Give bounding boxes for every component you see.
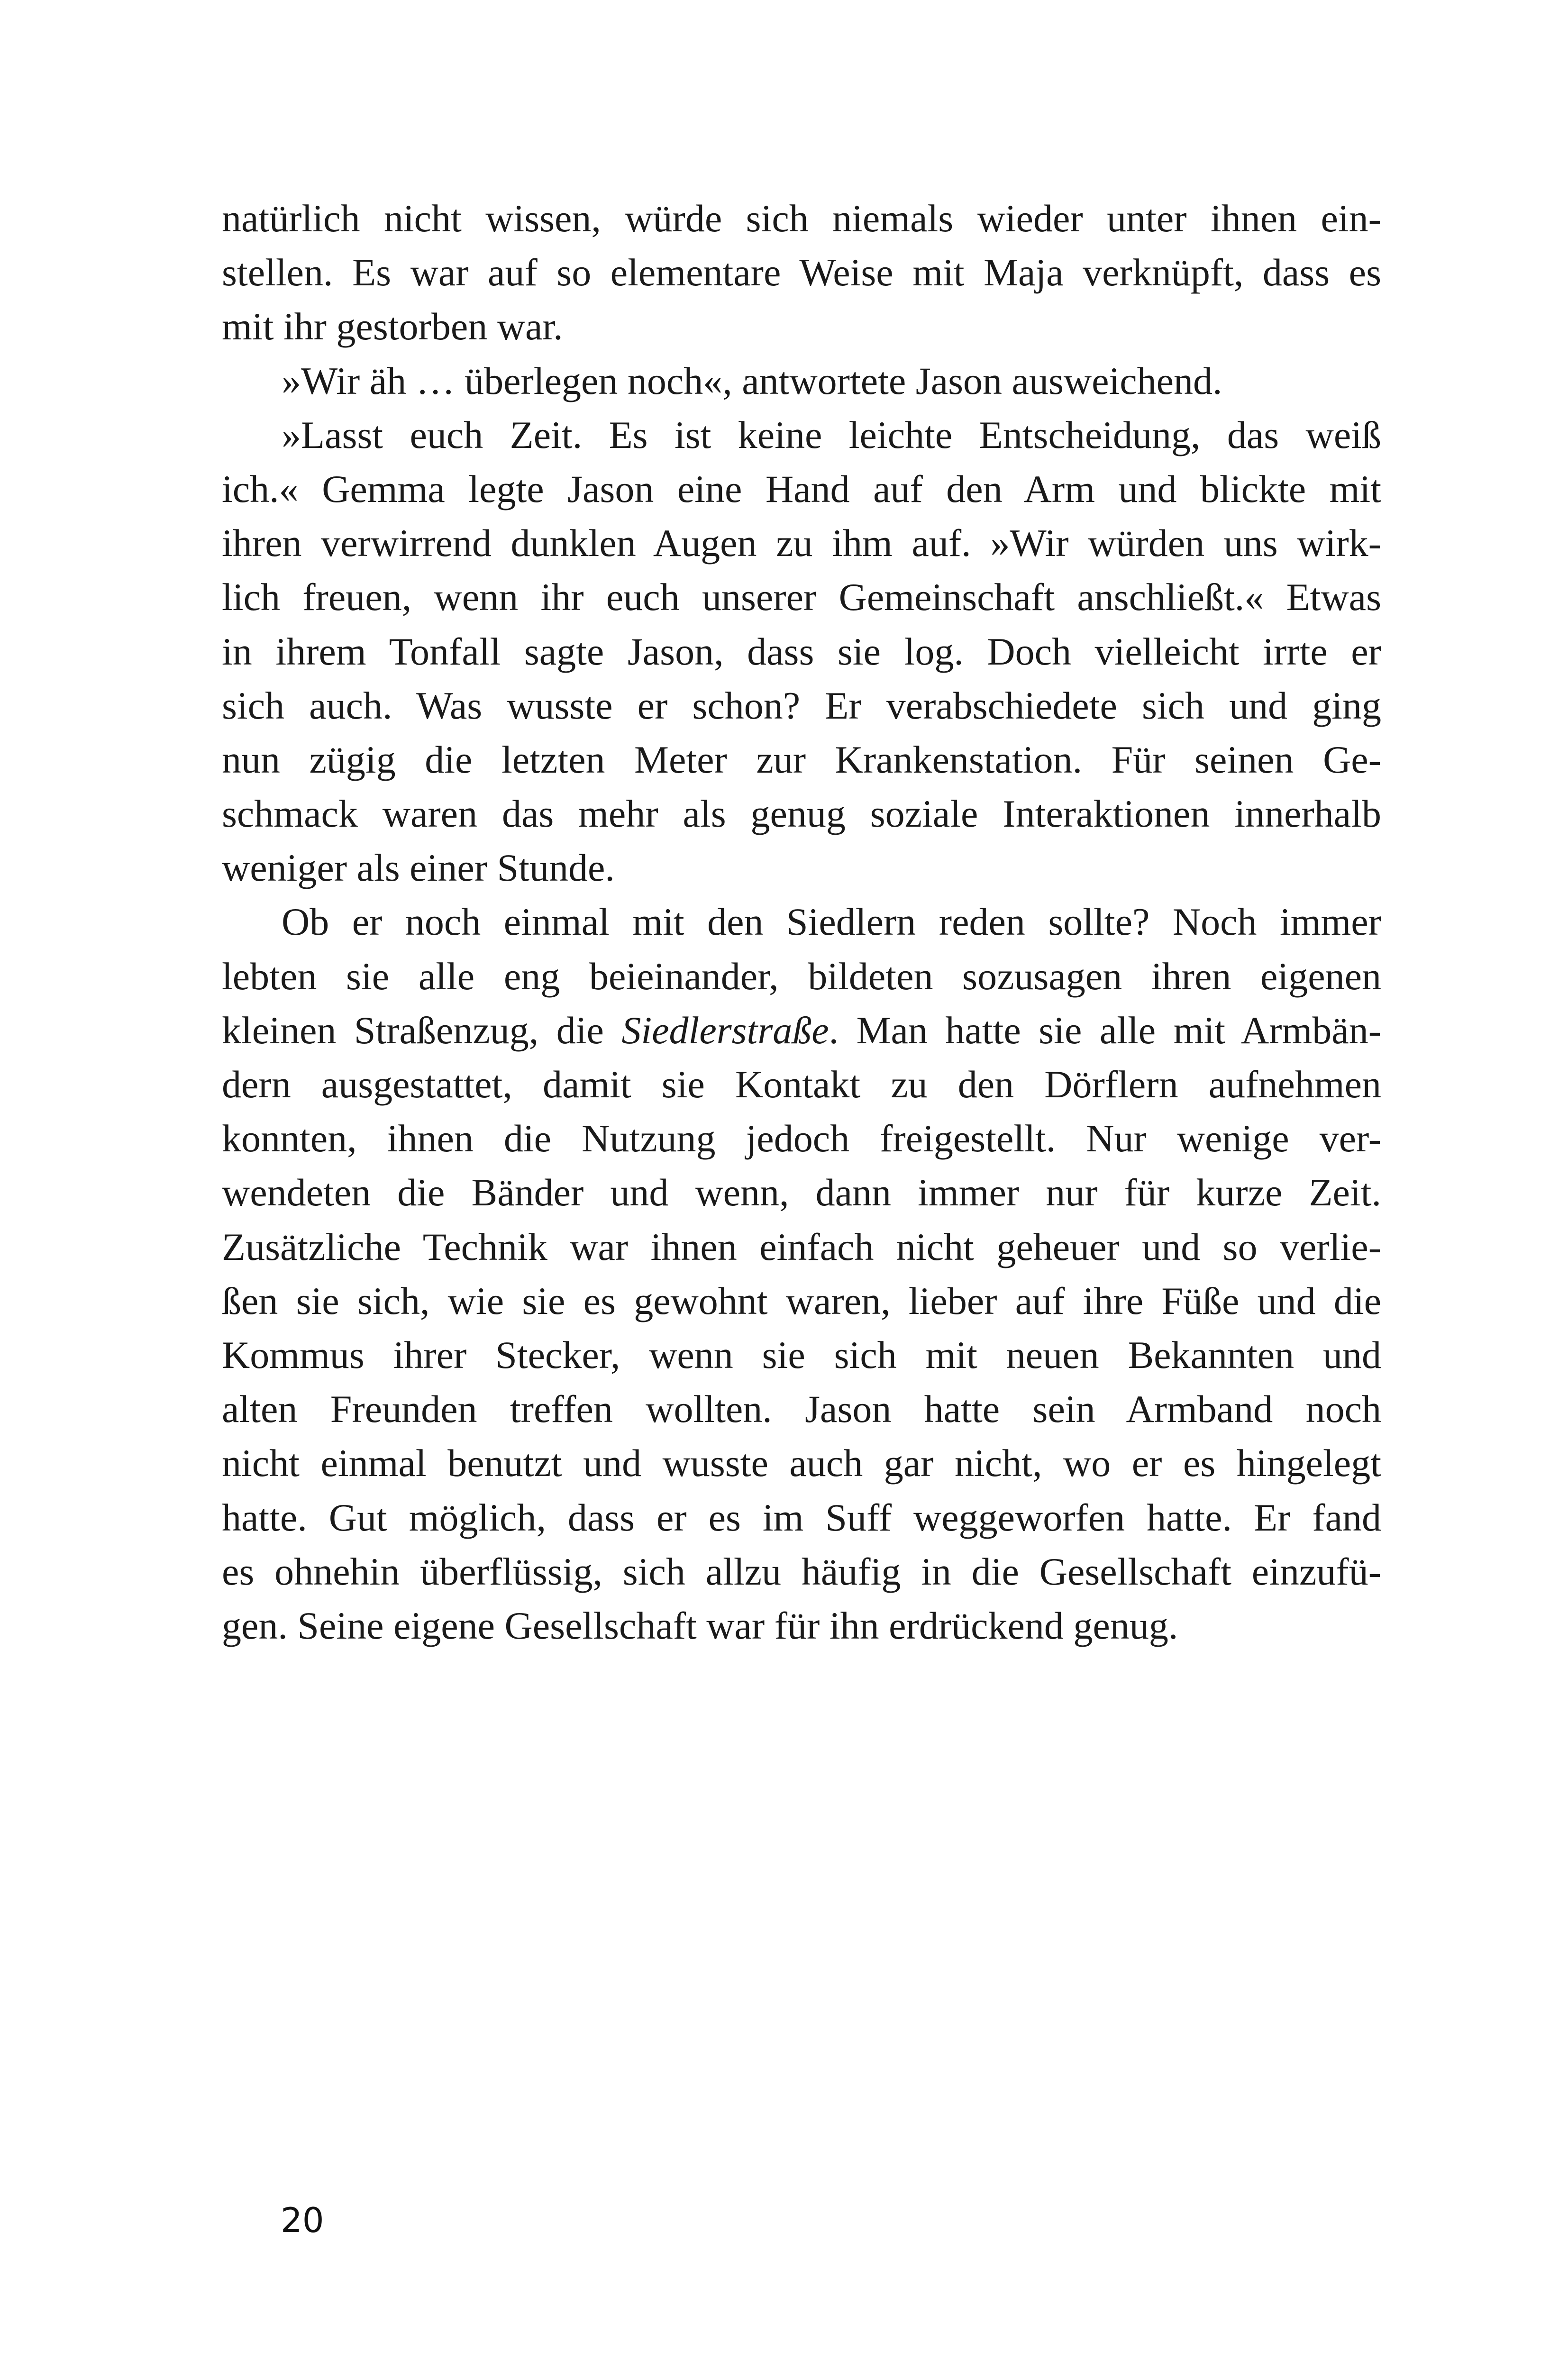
text-line: lebten sie alle eng beieinander, bildeten sozusagen ihren eigenen	[222, 954, 1381, 998]
page-number: 20	[281, 2200, 324, 2240]
text-segment: kleinen Straßenzug, die	[222, 1008, 622, 1052]
text-line: stellen. Es war auf so elementare Weise mit Maja verknüpft, dass es	[222, 251, 1381, 294]
text-line: es ohnehin überflüssig, sich allzu häufig in die Gesellschaft einzufü-	[222, 1550, 1381, 1593]
paragraph	[222, 191, 1381, 354]
text-line: ich.« Gemma legte Jason eine Hand auf den Arm und blickte mit	[222, 467, 1381, 510]
text-line	[222, 1003, 1381, 1057]
text-line: Kommus ihrer Stecker, wenn sie sich mit neuen Bekannten und	[222, 1333, 1381, 1376]
text-line: in ihrem Tonfall sagte Jason, dass sie log. Doch vielleicht irrte er	[222, 629, 1381, 673]
text-line: alten Freunden treffen wollten. Jason hatte sein Armband noch	[222, 1387, 1381, 1431]
text-line: wendeten die Bänder und wenn, dann immer nur für kurze Zeit.	[222, 1171, 1381, 1214]
text-line: konnten, ihnen die Nutzung jedoch freigestellt. Nur wenige ver-	[222, 1117, 1381, 1160]
text-line: weniger als einer Stunde.	[222, 846, 615, 890]
italic-text: Siedlerstraße	[621, 1008, 829, 1052]
text-line: schmack waren das mehr als genug soziale Interaktionen innerhalb	[222, 792, 1381, 836]
paragraph	[222, 354, 1381, 408]
text-line: nicht einmal benutzt und wusste auch gar nicht, wo er es hingelegt	[222, 1441, 1381, 1485]
text-line: natürlich nicht wissen, würde sich niemals wieder unter ihnen ein-	[222, 197, 1381, 240]
text-line: dern ausgestattet, damit sie Kontakt zu den Dörflern aufnehmen	[222, 1063, 1381, 1106]
text-line: gen. Seine eigene Gesellschaft war für ihn erdrückend genug.	[222, 1604, 1178, 1647]
text-line: lich freuen, wenn ihr euch unserer Gemeinschaft anschließt.« Etwas	[222, 575, 1381, 619]
text-line: Zusätzliche Technik war ihnen einfach nicht geheuer und so verlie-	[222, 1225, 1381, 1268]
text-line: hatte. Gut möglich, dass er es im Suff weggeworfen hatte. Er fand	[222, 1495, 1381, 1539]
text-line: mit ihr gestorben war.	[222, 305, 563, 348]
text-line: »Lasst euch Zeit. Es ist keine leichte Entscheidung, das weiß	[282, 413, 1381, 456]
text-line: »Wir äh … überlegen noch«, antwortete Jason ausweichend.	[282, 359, 1222, 402]
paragraph	[222, 895, 1381, 1653]
text-line: sich auch. Was wusste er schon? Er verabschiedete sich und ging	[222, 684, 1381, 727]
paragraph	[222, 408, 1381, 895]
text-line: nun zügig die letzten Meter zur Krankenstation. Für seinen Ge-	[222, 738, 1381, 781]
text-line: ihren verwirrend dunklen Augen zu ihm auf. »Wir würden uns wirk-	[222, 521, 1381, 565]
text-segment: . Man hatte sie alle mit Armbän-	[829, 1008, 1381, 1052]
text-line: Ob er noch einmal mit den Siedlern reden sollte? Noch immer	[282, 900, 1381, 944]
text-line: ßen sie sich, wie sie es gewohnt waren, lieber auf ihre Füße und die	[222, 1279, 1381, 1322]
body-text	[222, 191, 1381, 1653]
